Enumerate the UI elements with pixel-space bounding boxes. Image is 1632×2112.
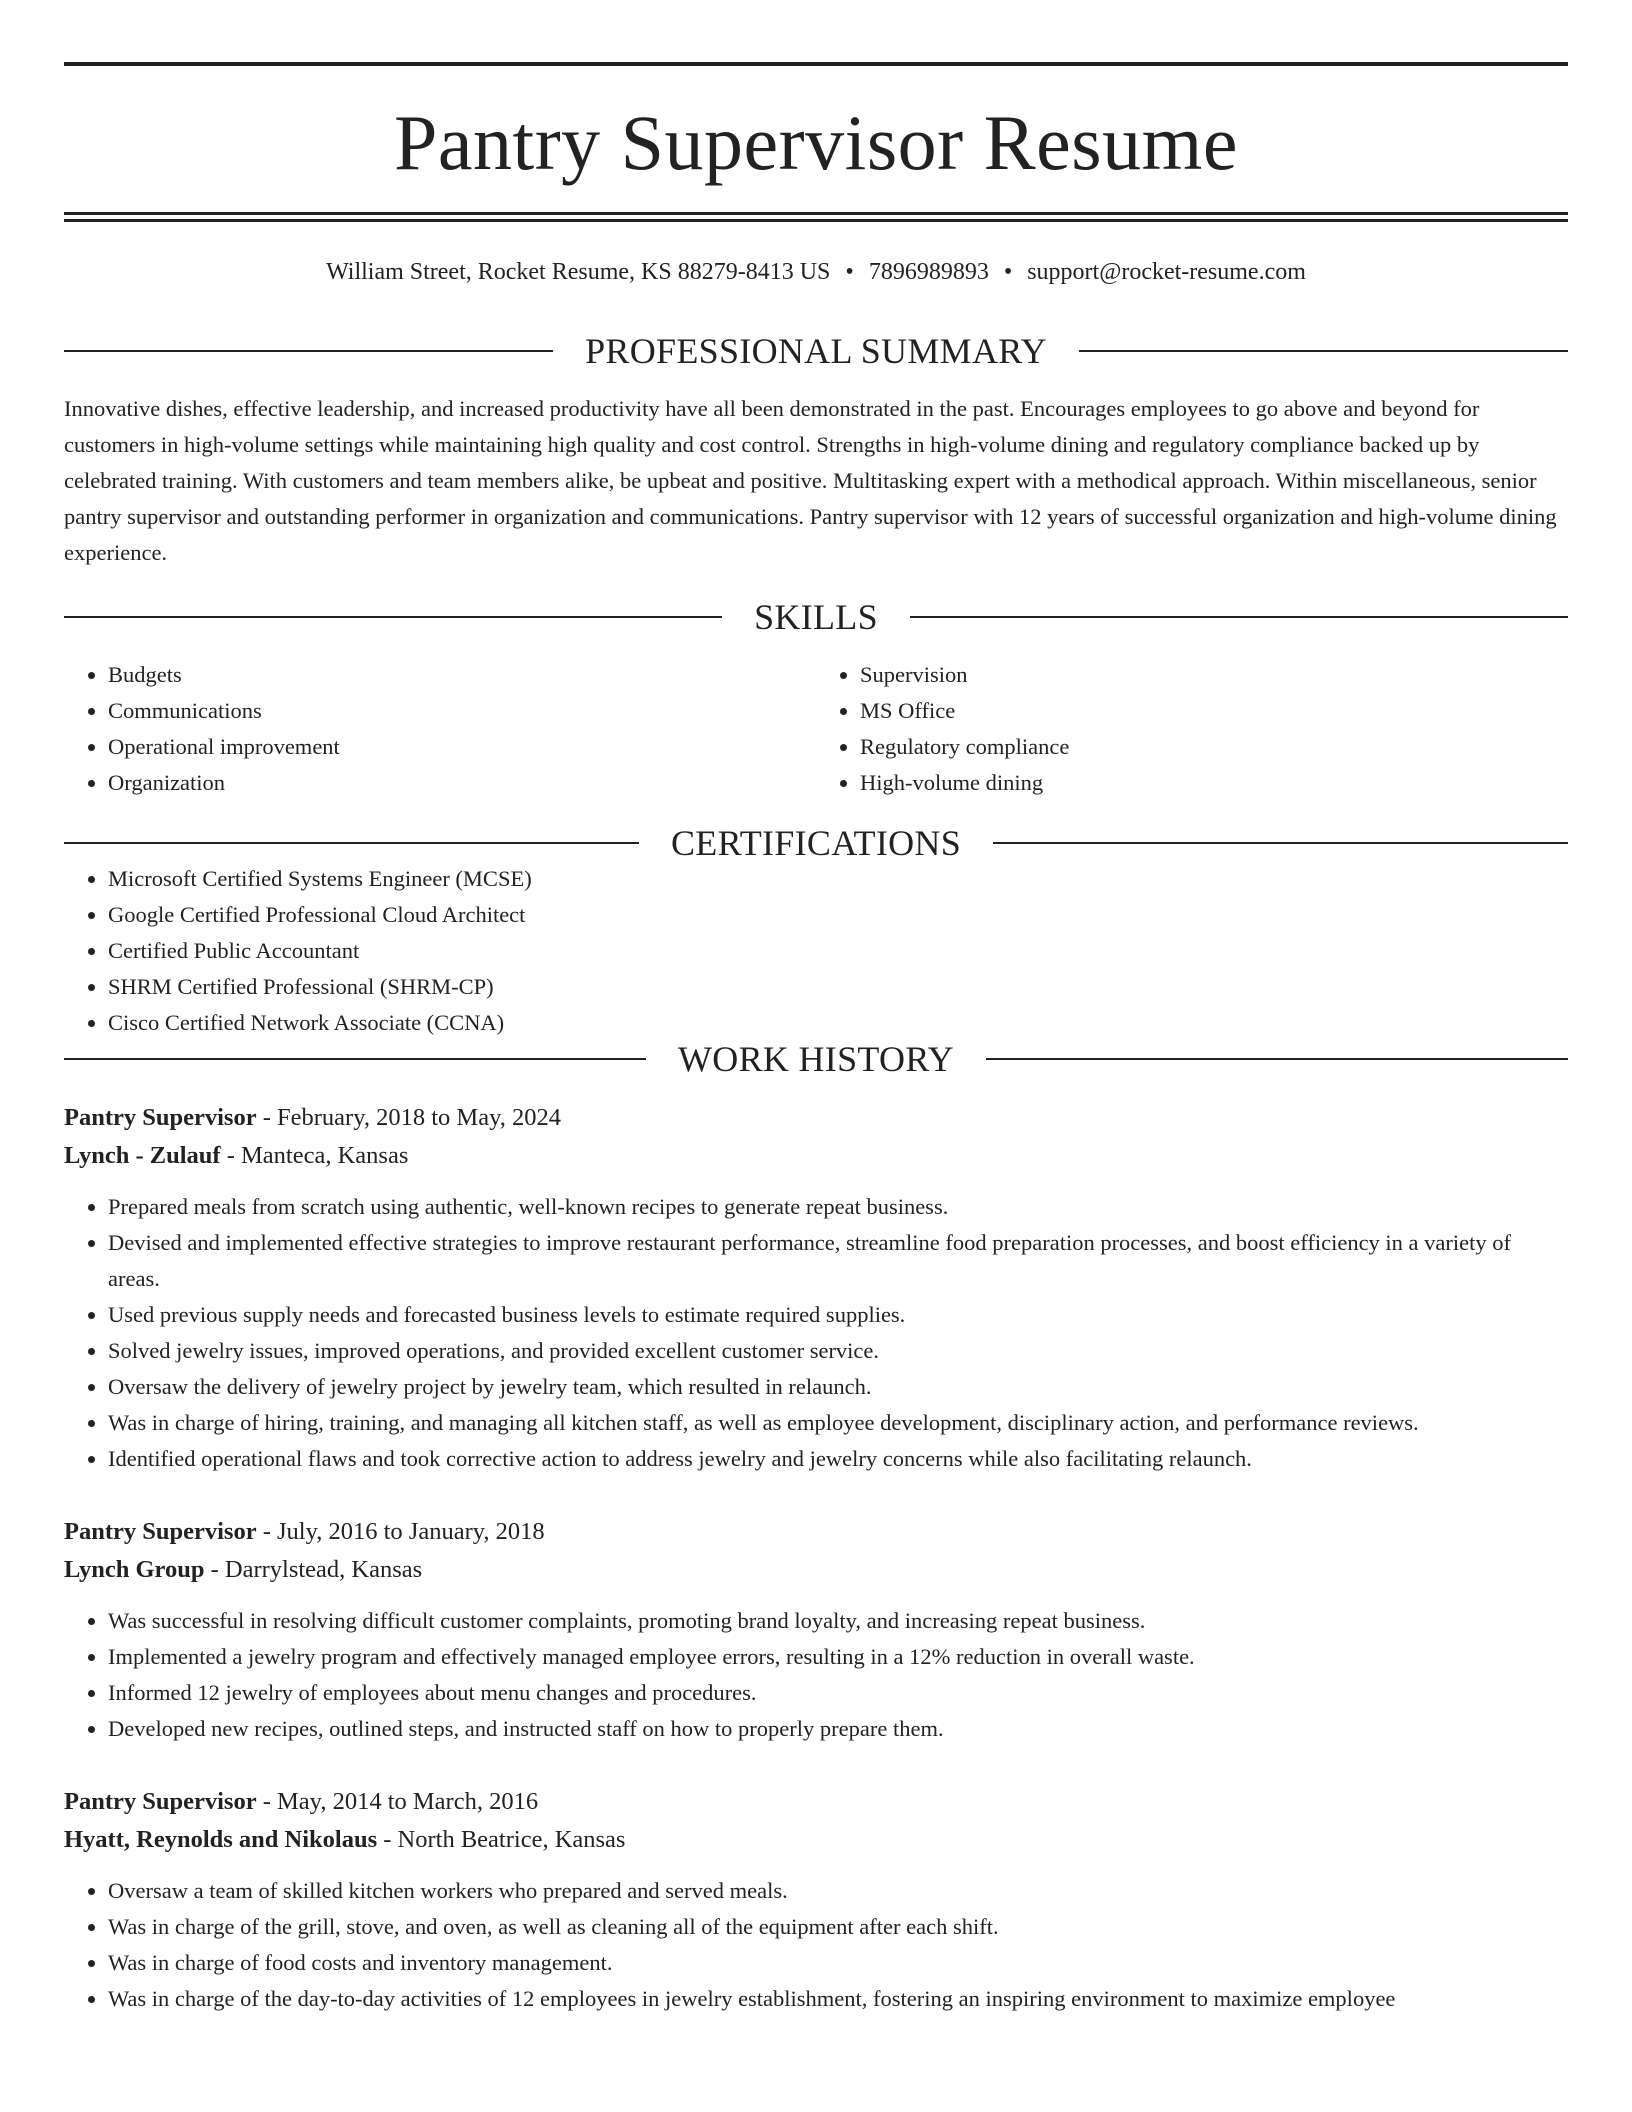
heading-rule-left <box>64 350 553 352</box>
certification-item: • Cisco Certified Network Associate (CCNA) <box>108 1005 1568 1041</box>
job-bullet: • Was successful in resolving difficult customer complaints, promoting brand loyalty, and increasing repeat business. <box>108 1603 1568 1639</box>
skill-item: • Operational improvement <box>108 729 816 765</box>
job-entry <box>64 1513 1568 1747</box>
job-dates: - July, 2016 to January, 2018 <box>256 1517 545 1545</box>
job-company: Hyatt, Reynolds and Nikolaus <box>64 1825 378 1853</box>
contact-line <box>64 258 1568 287</box>
skills-list-right <box>816 657 1568 801</box>
job-company-line <box>64 1137 1568 1175</box>
section-heading-certifications <box>64 822 1568 863</box>
certification-item: • SHRM Certified Professional (SHRM-CP) <box>108 969 1568 1005</box>
job-title-line <box>64 1513 1568 1551</box>
skills-heading: SKILLS <box>754 596 878 637</box>
skill-item: • Communications <box>108 693 816 729</box>
contact-email: support@rocket-resume.com <box>1027 259 1306 285</box>
heading-rule-left <box>64 842 639 844</box>
section-heading-work-history <box>64 1038 1568 1079</box>
job-dates: - February, 2018 to May, 2024 <box>256 1103 561 1131</box>
summary-text: Innovative dishes, effective leadership, and increased productivity have all been demonstrated in the past. Encourages employees to go above and beyond for customers in high-volume settings while maintaining high quality and cost control. Strengths in high-volume dining and regulatory compliance backed up by celebrated training. With customers and team members alike, be upbeat and positive. Multitasking expert with a methodical approach. Within miscellaneous, senior pantry supervisor and outstanding performer in organization and communications. Pantry supervisor with 12 years of successful organization and high-volume dining experience. <box>64 395 1557 565</box>
contact-phone: 7896989893 <box>868 259 989 285</box>
job-bullet: • Prepared meals from scratch using authentic, well-known recipes to generate repeat business. <box>108 1189 1568 1225</box>
job-bullet: • Developed new recipes, outlined steps, and instructed staff on how to properly prepare them. <box>108 1711 1568 1747</box>
skills-grid <box>64 657 1568 801</box>
skill-item: • High-volume dining <box>860 765 1568 801</box>
job-location: - Manteca, Kansas <box>220 1141 409 1169</box>
section-heading-skills <box>64 596 1568 637</box>
heading-rule-right <box>993 842 1568 844</box>
job-location: - North Beatrice, Kansas <box>377 1825 626 1853</box>
job-bullet: • Oversaw a team of skilled kitchen workers who prepared and served meals. <box>108 1873 1568 1909</box>
job-company-line <box>64 1821 1568 1859</box>
contact-address: William Street, Rocket Resume, KS 88279-8413 US <box>326 259 831 285</box>
job-title-line <box>64 1783 1568 1821</box>
work-history-heading: WORK HISTORY <box>678 1038 954 1079</box>
job-entry <box>64 1783 1568 2017</box>
heading-rule-right <box>910 616 1568 618</box>
certification-item: • Microsoft Certified Systems Engineer (MCSE) <box>108 861 1568 897</box>
job-title: Pantry Supervisor <box>64 1103 257 1131</box>
heading-rule-left <box>64 616 722 618</box>
title-double-rule <box>64 212 1568 222</box>
job-bullet: • Solved jewelry issues, improved operations, and provided excellent customer service. <box>108 1333 1568 1369</box>
job-bullet: • Was in charge of food costs and inventory management. <box>108 1945 1568 1981</box>
job-location: - Darrylstead, Kansas <box>204 1555 423 1583</box>
resume-page <box>64 0 1568 2017</box>
contact-separator: • <box>1003 259 1013 285</box>
resume-title: Pantry Supervisor Resume <box>394 99 1238 186</box>
job-bullet: • Implemented a jewelry program and effectively managed employee errors, resulting in a 12% reduction in overall waste. <box>108 1639 1568 1675</box>
job-bullets <box>64 1873 1568 2017</box>
job-bullet: • Was in charge of hiring, training, and managing all kitchen staff, as well as employee development, disciplinary action, and performance reviews. <box>108 1405 1568 1441</box>
summary-heading: PROFESSIONAL SUMMARY <box>585 330 1047 371</box>
job-bullets <box>64 1189 1568 1477</box>
skill-item: • MS Office <box>860 693 1568 729</box>
job-company: Lynch - Zulauf <box>64 1141 221 1169</box>
heading-rule-right <box>986 1058 1568 1060</box>
job-bullet: • Devised and implemented effective strategies to improve restaurant performance, streamline food preparation processes, and boost efficiency in a variety of areas. <box>108 1225 1568 1297</box>
heading-rule-right <box>1079 350 1568 352</box>
section-heading-summary <box>64 330 1568 371</box>
job-company: Lynch Group <box>64 1555 205 1583</box>
certifications-heading: CERTIFICATIONS <box>670 822 962 863</box>
certification-item: • Certified Public Accountant <box>108 933 1568 969</box>
job-entry <box>64 1099 1568 1477</box>
job-title: Pantry Supervisor <box>64 1787 257 1815</box>
certification-item: • Google Certified Professional Cloud Architect <box>108 897 1568 933</box>
job-bullet: • Was in charge of the day-to-day activities of 12 employees in jewelry establishment, fostering an inspiring environment to maximize employee <box>108 1981 1568 2017</box>
job-bullet: • Identified operational flaws and took corrective action to address jewelry and jewelry concerns while also facilitating relaunch. <box>108 1441 1568 1477</box>
job-bullet: • Was in charge of the grill, stove, and oven, as well as cleaning all of the equipment after each shift. <box>108 1909 1568 1945</box>
top-rule <box>64 62 1568 66</box>
job-title: Pantry Supervisor <box>64 1517 257 1545</box>
job-bullet: • Oversaw the delivery of jewelry project by jewelry team, which resulted in relaunch. <box>108 1369 1568 1405</box>
heading-rule-left <box>64 1058 646 1060</box>
job-bullets <box>64 1603 1568 1747</box>
job-title-line <box>64 1099 1568 1137</box>
contact-separator: • <box>845 259 854 285</box>
job-company-line <box>64 1551 1568 1589</box>
job-dates: - May, 2014 to March, 2016 <box>256 1787 539 1815</box>
skill-item: • Supervision <box>860 657 1568 693</box>
skill-item: • Budgets <box>108 657 816 693</box>
skills-list-left <box>64 657 816 801</box>
certifications-list <box>64 861 1568 1041</box>
skill-item: • Organization <box>108 765 816 801</box>
job-bullet: • Informed 12 jewelry of employees about menu changes and procedures. <box>108 1675 1568 1711</box>
skill-item: • Regulatory compliance <box>860 729 1568 765</box>
job-bullet: • Used previous supply needs and forecasted business levels to estimate required supplies. <box>108 1297 1568 1333</box>
